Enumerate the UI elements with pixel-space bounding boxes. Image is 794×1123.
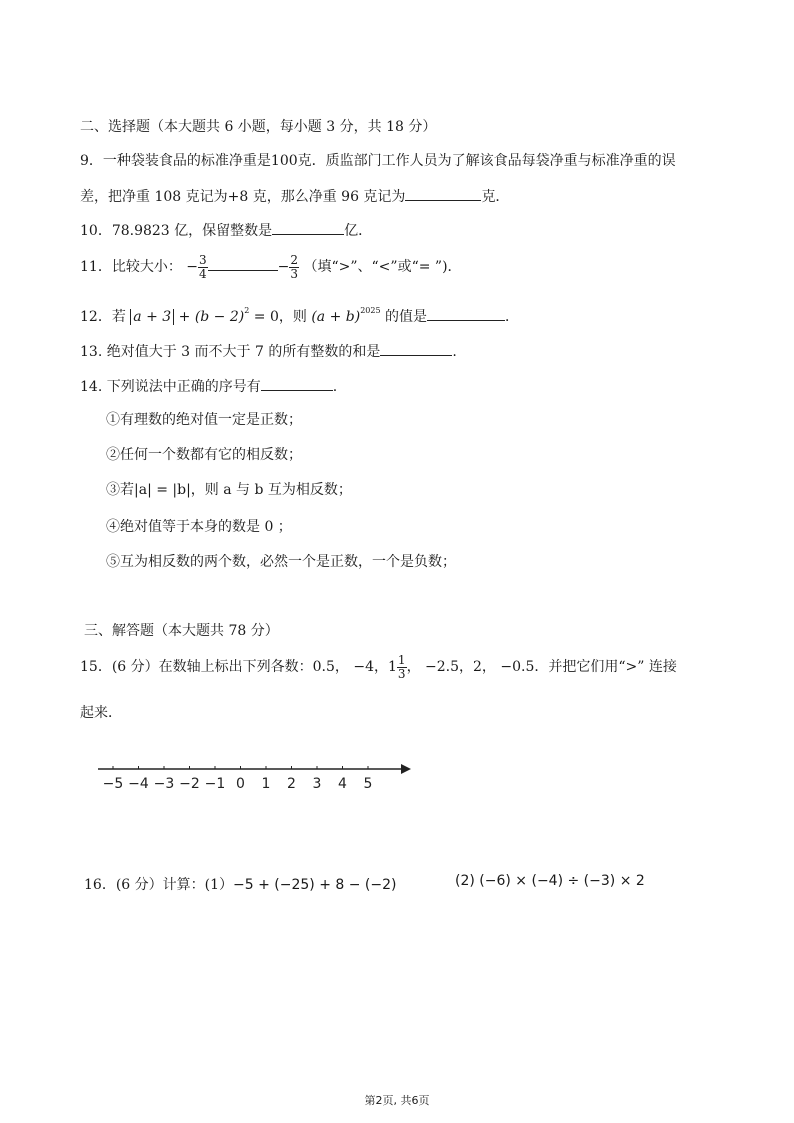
q10-unit: 亿． — [344, 223, 373, 239]
q12-eq: = 0，则 — [253, 309, 307, 325]
q15-text: 15．(6 分）在数轴上标出下列各数：0.5， −4， — [80, 659, 388, 675]
q16 — [84, 876, 396, 894]
q14-option-3: ③若|a| = |b|，则 a 与 b 互为相反数； — [106, 482, 352, 498]
q14-end: . — [332, 379, 338, 395]
q12-text: 12．若 — [80, 309, 126, 325]
number-line-label: 5 — [363, 776, 373, 792]
q11-f2-num: 2 — [290, 252, 299, 267]
q10 — [80, 220, 372, 240]
page-footer: 第2页, 共6页 — [364, 1094, 430, 1107]
number-line-label: 2 — [287, 776, 296, 792]
number-line-arrow-icon — [401, 764, 411, 774]
number-line-labels — [103, 776, 373, 792]
q16-expr1: −5 + (−25) + 8 − (−2) — [233, 877, 397, 893]
q14-option-1: ①有理数的绝对值一定是正数； — [106, 412, 302, 428]
q11-text: 11．比较大小： — [80, 259, 182, 275]
q12-square: 2 — [244, 306, 250, 315]
q9-line2-text: 差，把净重 108 克记为+8 克，那么净重 96 克记为 — [80, 189, 406, 205]
q14-answer-blank[interactable] — [261, 376, 333, 391]
section2-heading: 二、选择题（本大题共 6 小题，每小题 3 分，共 18 分） — [80, 119, 437, 135]
q12-post: 的值是 — [385, 309, 428, 325]
number-line-label: −4 — [128, 776, 149, 792]
q16-expr2: (−6) × (−4) ÷ (−3) × 2 — [479, 873, 645, 889]
number-line-label: 3 — [312, 776, 322, 792]
q11-f2-den: 3 — [290, 266, 299, 281]
q14-option-4: ④绝对值等于本身的数是 0 ； — [106, 519, 292, 535]
q11-instruction: （填“>”、“<”或“= ”)． — [303, 259, 462, 275]
q16-part2 — [455, 872, 645, 890]
q10-text: 10．78.9823 亿，保留整数是 — [80, 223, 273, 239]
number-line-label: −2 — [179, 776, 200, 792]
number-line-label: −1 — [204, 776, 226, 792]
number-line[interactable] — [95, 758, 415, 798]
q12-paren2: (a + b) — [311, 309, 361, 325]
q15-mixed-whole: 1 — [388, 659, 397, 675]
q15-line2: 起来． — [80, 705, 122, 721]
q11-sign2: − — [277, 259, 290, 275]
q16-part2-label: (2) — [455, 873, 475, 889]
q12-end: ． — [505, 309, 520, 325]
q13-text: 13. 绝对值大于 3 而不大于 7 的所有整数的和是 — [80, 344, 381, 360]
number-line-label: 1 — [261, 776, 271, 792]
number-line-label: −3 — [153, 776, 175, 792]
number-line-label: 4 — [338, 776, 347, 792]
q11 — [80, 250, 462, 284]
q13-end: . — [452, 344, 457, 360]
q14 — [80, 376, 337, 396]
q12-plus: + — [178, 309, 191, 325]
q11-f1-den: 4 — [199, 266, 207, 281]
q12-abs-expr: a + 3 — [130, 309, 174, 325]
q13 — [80, 341, 457, 361]
section3-heading: 三、解答题（本大题共 78 分） — [84, 623, 279, 639]
q14-option-5: ⑤互为相反数的两个数，必然一个是正数，一个是负数； — [106, 554, 456, 570]
q14-text: 14. 下列说法中正确的序号有 — [80, 379, 261, 395]
q11-fraction2 — [289, 254, 299, 281]
q9-unit: 克． — [481, 189, 510, 205]
q10-answer-blank[interactable] — [272, 220, 344, 235]
q15 — [80, 650, 677, 684]
q15-mixed-num: 1 — [397, 652, 406, 667]
number-line-label: −5 — [102, 776, 124, 792]
q16-text: 16．(6 分）计算：(1） — [84, 877, 234, 893]
number-line-label: 0 — [236, 776, 245, 792]
q15-text-cont: ， −2.5，2， −0.5．并把它们用“>” 连接 — [406, 659, 677, 675]
q9-line2 — [80, 186, 509, 206]
q12 — [80, 302, 519, 326]
q12-exponent: 2025 — [360, 306, 381, 315]
q11-sign1: − — [186, 259, 199, 275]
q9-line1: 9．一种袋装食品的标准净重是100克．质监部门工作人员为了解该食品每袋净重与标准净重的误 — [80, 153, 676, 169]
q15-mixed-den: 3 — [397, 666, 406, 681]
q9-answer-blank[interactable] — [405, 186, 481, 201]
q11-f1-num: 3 — [199, 252, 207, 267]
q13-answer-blank[interactable] — [380, 341, 452, 356]
q14-option-2: ②任何一个数都有它的相反数； — [106, 447, 302, 463]
q11-answer-blank[interactable] — [208, 256, 278, 271]
q15-mixed-fraction — [397, 654, 407, 681]
q12-answer-blank[interactable] — [427, 306, 505, 321]
q12-paren-expr: (b − 2) — [194, 309, 245, 325]
q11-fraction1 — [198, 254, 208, 281]
